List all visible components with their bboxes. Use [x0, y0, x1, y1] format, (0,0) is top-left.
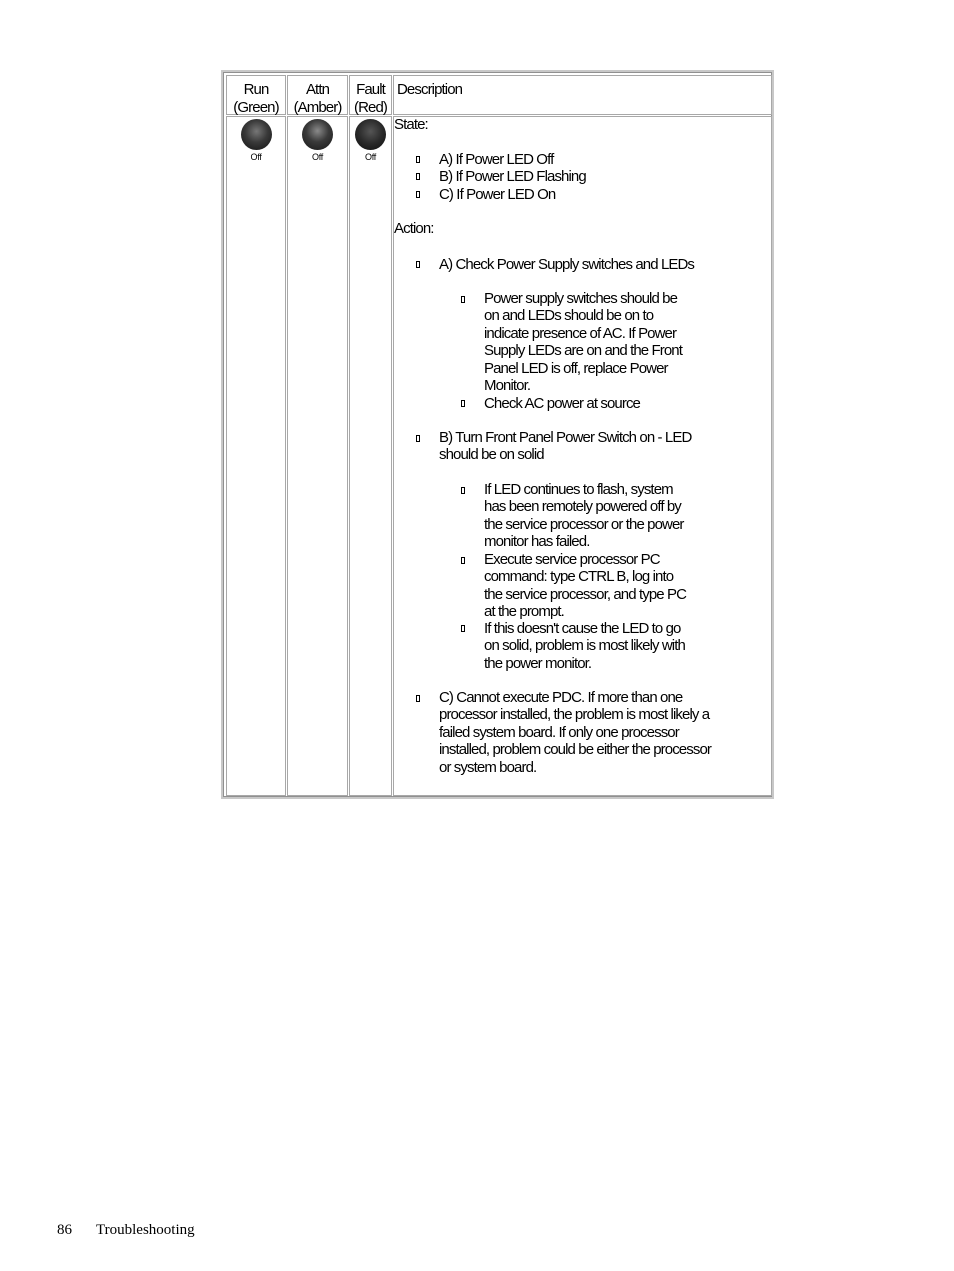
action-b-item-2-line: the service processor, and type PC [484, 585, 687, 603]
action-b-item-3-line: If this doesn't cause the LED to go [484, 620, 681, 637]
action-c-line: C) Cannot execute PDC. If more than one [439, 689, 683, 706]
header-description [393, 75, 772, 115]
action-a-item-1-line: indicate presence of AC. If Power [484, 324, 677, 342]
action-a-item-1-line: on and LEDs should be on to [484, 307, 654, 325]
action-b-line: B) Turn Front Panel Power Switch on - LED [439, 429, 692, 446]
header-attn [287, 75, 348, 115]
action-a: A) Check Power Supply switches and LEDs [439, 256, 695, 273]
action-c-line: failed system board. If only one processor [439, 723, 679, 741]
action-b-item-1-line: monitor has failed. [484, 533, 590, 551]
action-b-item-2 [484, 551, 686, 621]
bullet-icon [416, 173, 420, 180]
bullet-icon [416, 695, 420, 702]
fault-led-cell [349, 116, 392, 796]
section-title: Troubleshooting [96, 1222, 195, 1238]
fault-led-icon [355, 119, 386, 150]
action-a-item-1-line: Power supply switches should be [484, 290, 678, 307]
bullet-icon [416, 435, 420, 442]
attn-led-cell [287, 116, 348, 796]
attn-led-icon [302, 119, 333, 150]
bullet-icon [461, 400, 465, 407]
action-b-item-3-line: on solid, problem is most likely with [484, 637, 685, 655]
state-item: A) If Power LED Off [439, 151, 554, 168]
bullet-icon [416, 261, 420, 268]
state-item: C) If Power LED On [439, 186, 556, 203]
header-run [226, 75, 286, 115]
header-fault-line2: (Red) [353, 99, 387, 116]
header-run-line2: (Green) [233, 99, 279, 116]
action-c-line: or system board. [439, 758, 537, 776]
action-c-line: processor installed, the problem is most likely a [439, 706, 710, 724]
action-b-item-1-line: the service processor or the power [484, 515, 684, 533]
header-attn-line2: (Amber) [293, 99, 342, 116]
run-led-icon [241, 119, 272, 150]
action-b-item-1-line: has been remotely powered off by [484, 498, 681, 516]
header-fault-line1: Fault [356, 81, 385, 98]
bullet-icon [461, 487, 465, 494]
action-a-item-2: Check AC power at source [484, 395, 640, 412]
bullet-icon [416, 156, 420, 163]
action-b-line: should be on solid [439, 446, 544, 464]
action-b-item-2-line: command: type CTRL B, log into [484, 568, 674, 586]
action-b-item-2-line: at the prompt. [484, 603, 564, 621]
action-a-item-1-line: Monitor. [484, 377, 531, 395]
bullet-icon [461, 296, 465, 303]
header-description-label: Description [397, 81, 463, 98]
bullet-icon [416, 191, 420, 198]
state-heading: State: [394, 116, 428, 133]
action-b-item-2-line: Execute service processor PC [484, 551, 660, 568]
action-a-item-1-line: Supply LEDs are on and the Front [484, 342, 683, 360]
action-b-item-1 [484, 481, 684, 551]
run-led-label: Off [250, 152, 262, 162]
attn-led-label: Off [312, 152, 323, 162]
page-number: 86 [57, 1222, 72, 1238]
action-a-item-1-line: Panel LED is off, replace Power [484, 359, 668, 377]
header-fault [349, 75, 392, 115]
action-c [439, 689, 711, 776]
fault-led-label: Off [365, 152, 376, 162]
action-b [439, 429, 691, 464]
action-b-item-3 [484, 620, 685, 672]
header-run-line1: Run [243, 81, 269, 98]
run-led-cell [226, 116, 286, 796]
bullet-icon [461, 557, 465, 564]
state-item: B) If Power LED Flashing [439, 168, 586, 185]
action-heading: Action: [394, 220, 434, 237]
header-attn-line1: Attn [305, 81, 330, 98]
action-b-item-3-line: the power monitor. [484, 654, 592, 672]
action-c-line: installed, problem could be either the processor [439, 741, 711, 759]
bullet-icon [461, 625, 465, 632]
action-a-item-1 [484, 290, 682, 394]
action-b-item-1-line: If LED continues to flash, system [484, 481, 673, 498]
